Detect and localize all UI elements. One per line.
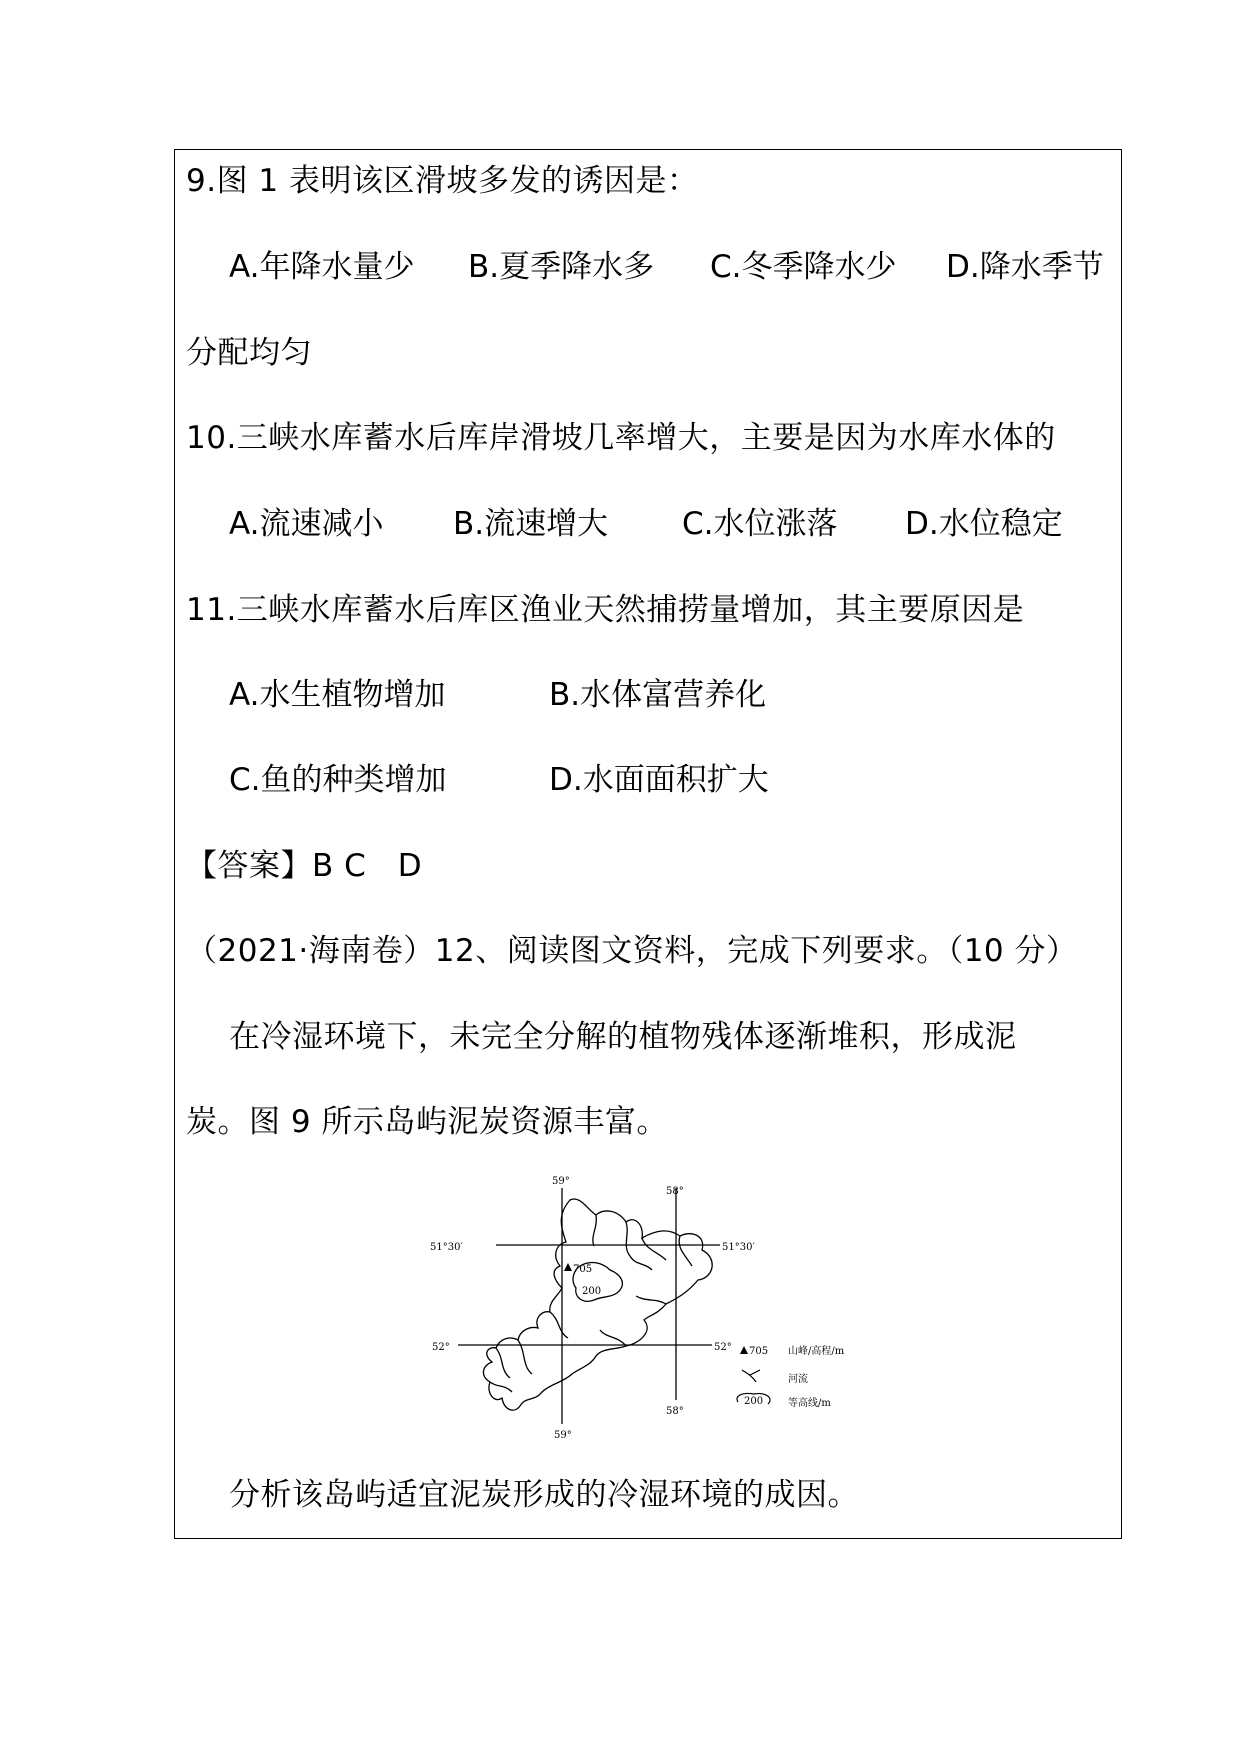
legend-peak-symbol: 705 [749,1346,769,1357]
river [496,1348,510,1378]
q11-option-d: D.水面面积扩大 [549,762,769,798]
island-map-figure [430,1170,870,1440]
peak-triangle-icon [564,1263,572,1271]
q11-stem: 11.三峡水库蓄水后库区渔业天然捕捞量增加，其主要原因是 [186,592,1025,628]
lon-label-bottom-left: 59° [554,1430,572,1440]
q12-paragraph-line1: 在冷湿环境下，未完全分解的植物残体逐渐堆积，形成泥 [229,1019,1017,1055]
legend-peak-icon [740,1346,748,1354]
q11-option-c: C.鱼的种类增加 [229,762,447,798]
river [642,1238,666,1260]
lon-label-top-right: 58° [666,1186,684,1197]
lon-label-top-left: 59° [552,1176,570,1187]
river [626,1222,652,1270]
legend-river-text: 河流 [788,1374,808,1385]
lat-label-upper-left: 51°30′ [430,1242,463,1253]
island-coastline [483,1199,712,1410]
answer-line: 【答案】B C D [186,848,423,884]
q10-option-a: A.流速减小 [229,506,384,542]
river [679,1236,692,1266]
river [600,1330,626,1346]
q12-paragraph-line2: 炭。图 9 所示岛屿泥炭资源丰富。 [186,1104,668,1140]
lat-label-upper-right: 51°30′ [722,1242,755,1253]
lon-label-bottom-right: 58° [666,1406,684,1417]
river [550,1312,568,1338]
q10-option-c: C.水位涨落 [682,506,838,542]
q9-option-b: B.夏季降水多 [468,249,655,285]
q12-header: （2021·海南卷）12、阅读图文资料，完成下列要求。（10 分） [186,933,1078,969]
legend-peak-text: 山峰/高程/m [788,1346,845,1357]
lat-label-lower-right: 52° [714,1342,732,1353]
q9-option-d: D.降水季节 [946,249,1104,285]
q9-option-a: A.年降水量少 [229,249,415,285]
q10-stem: 10.三峡水库蓄水后库岸滑坡几率增大，主要是因为水库水体的 [186,420,1056,456]
map-legend [737,1344,845,1409]
legend-river-icon [742,1370,760,1382]
q12-question: 分析该岛屿适宜泥炭形成的冷湿环境的成因。 [229,1477,859,1513]
contour-value-label: 200 [582,1286,602,1297]
river [593,1215,596,1246]
q11-option-b: B.水体富营养化 [549,677,767,713]
q9-option-c: C.冬季降水少 [710,249,897,285]
q9-option-d-continuation: 分配均匀 [186,335,312,371]
lat-label-lower-left: 52° [432,1342,450,1353]
q10-option-b: B.流速增大 [453,506,609,542]
q9-stem: 9.图 1 表明该区滑坡多发的诱因是： [186,163,699,199]
legend-contour-symbol: 200 [744,1396,764,1407]
q10-option-d: D.水位稳定 [905,506,1063,542]
q11-option-a: A.水生植物增加 [229,677,446,713]
river [490,1382,512,1392]
peak-elevation-label: 705 [573,1264,593,1275]
river [636,1296,666,1304]
legend-contour-text: 等高线/m [788,1398,831,1409]
